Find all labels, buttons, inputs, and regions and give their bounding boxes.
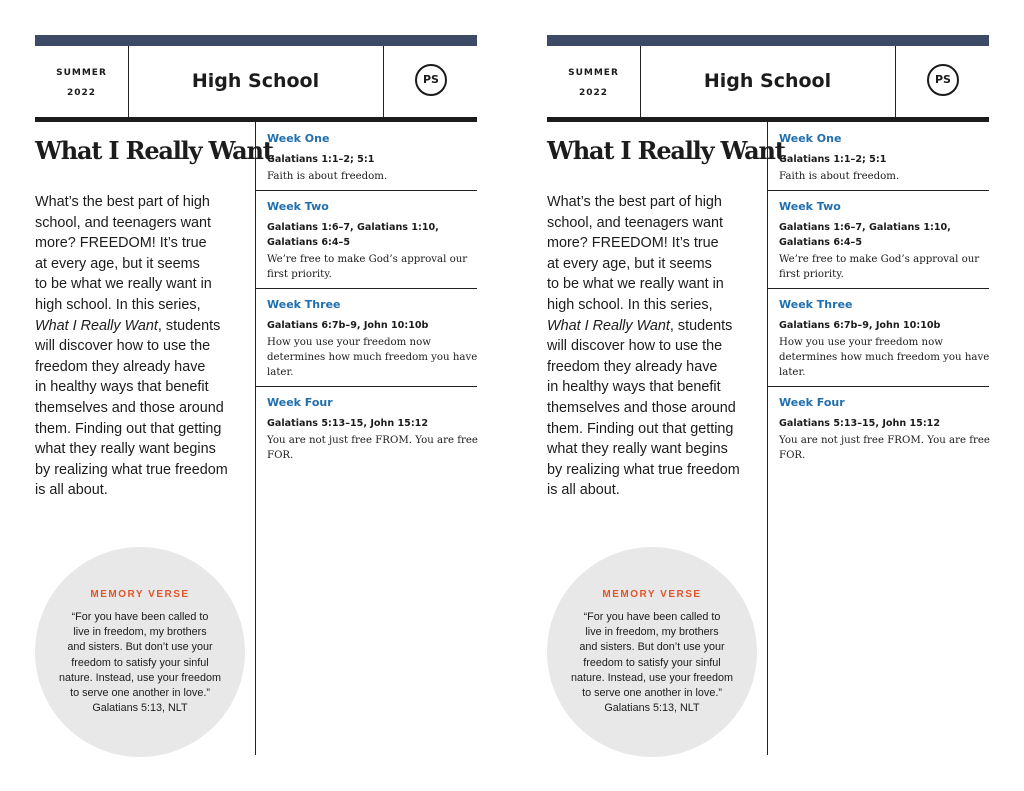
scripture-line: Galatians 1:1–2; 5:1 <box>267 154 375 165</box>
scripture-line: Galatians 5:13–15, John 15:12 <box>267 418 429 429</box>
memory-verse-title: MEMORY VERSE <box>602 589 702 600</box>
series-column <box>547 122 785 755</box>
description-line: determines how much freedom you have <box>267 352 478 363</box>
description-line: How you use your freedom now <box>267 337 431 348</box>
season-cell <box>35 46 129 117</box>
verse-line: freedom to satisfy your sinful <box>583 656 721 669</box>
week-description <box>267 433 478 463</box>
intro-line: high school. In this series, <box>35 296 201 313</box>
intro-line: What’s the best part of high <box>547 194 722 210</box>
series-name-italic: What I Really Want <box>35 317 158 334</box>
week-description <box>267 335 477 380</box>
week-section <box>768 288 989 387</box>
verse-line: freedom to satisfy your sinful <box>71 656 209 669</box>
intro-line: themselves and those around <box>547 399 736 416</box>
week-section <box>256 386 477 466</box>
verse-line: “For you have been called to <box>583 611 721 623</box>
week-section <box>768 386 989 466</box>
header <box>547 46 989 117</box>
scripture-reference <box>267 220 439 250</box>
intro-line: in healthy ways that benefit <box>35 379 209 396</box>
description-line: You are not just free FROM. You are free <box>779 435 990 446</box>
handout-panel-left <box>35 35 477 755</box>
verse-line: live in freedom, my brothers <box>585 626 719 639</box>
series-title: What I Really Want <box>547 136 785 165</box>
week-section <box>256 122 477 191</box>
week-section <box>768 190 989 289</box>
page-title: High School <box>128 46 384 117</box>
scripture-line: Galatians 6:4–5 <box>779 237 862 248</box>
description-line: Faith is about freedom. <box>267 171 388 182</box>
scripture-line: Galatians 6:7b–9, John 10:10b <box>267 320 429 331</box>
series-column <box>35 122 273 755</box>
memory-verse-circle <box>35 547 245 757</box>
intro-line-rest: , students <box>669 317 733 334</box>
intro-line: freedom they already have <box>35 358 206 375</box>
verse-line: and sisters. But don’t use your <box>67 641 213 654</box>
description-line: We’re free to make God’s approval our <box>779 254 980 265</box>
season-label: SUMMER <box>568 68 619 78</box>
description-line: later. <box>267 367 294 378</box>
scripture-reference <box>779 152 886 167</box>
season-year: 2022 <box>66 88 97 98</box>
intro-line: them. Finding out that getting <box>547 420 734 437</box>
scripture-line: Galatians 1:1–2; 5:1 <box>779 154 887 165</box>
intro-line: is all about. <box>35 482 108 499</box>
scripture-reference <box>779 220 951 250</box>
scripture-reference <box>267 318 428 333</box>
description-line: determines how much freedom you have <box>779 352 990 363</box>
verse-line: live in freedom, my brothers <box>73 626 207 639</box>
week-section <box>256 288 477 387</box>
logo-cell <box>384 46 477 117</box>
ps-logo-icon: PS <box>415 64 447 96</box>
intro-line: by realizing what true freedom <box>547 461 740 478</box>
description-line: Faith is about freedom. <box>779 171 900 182</box>
week-heading: Week Two <box>779 200 841 213</box>
verse-line: nature. Instead, use your freedom <box>570 671 734 684</box>
description-line: later. <box>779 367 806 378</box>
week-heading: Week Three <box>267 298 341 311</box>
description-line: We’re free to make God’s approval our <box>267 254 468 265</box>
intro-line: to be what we really want in <box>547 276 724 293</box>
scripture-reference <box>779 318 940 333</box>
verse-line: to serve one another in love.” <box>70 687 210 700</box>
description-line: first priority. <box>267 269 332 280</box>
description-line: first priority. <box>779 269 844 280</box>
scripture-reference <box>779 416 940 431</box>
scripture-line: Galatians 6:7b–9, John 10:10b <box>779 320 941 331</box>
scripture-reference <box>267 152 374 167</box>
week-description <box>267 169 387 184</box>
verse-reference: Galatians 5:13, NLT <box>604 702 700 715</box>
week-heading: Week One <box>779 132 842 145</box>
series-intro <box>35 192 247 501</box>
week-section <box>768 122 989 191</box>
description-line: FOR. <box>779 450 806 461</box>
memory-verse-title: MEMORY VERSE <box>90 589 190 600</box>
intro-line: What’s the best part of high <box>35 194 210 210</box>
intro-line: to be what we really want in <box>35 276 212 293</box>
scripture-line: Galatians 1:6–7, Galatians 1:10, <box>779 222 951 233</box>
scripture-reference <box>267 416 428 431</box>
intro-line: themselves and those around <box>35 399 224 416</box>
intro-line: will discover how to use the <box>35 338 211 355</box>
week-heading: Week One <box>267 132 330 145</box>
intro-line: school, and teenagers want <box>35 214 212 231</box>
memory-verse-circle <box>547 547 757 757</box>
description-line: FOR. <box>267 450 294 461</box>
series-intro <box>547 192 759 501</box>
week-description <box>779 169 899 184</box>
week-heading: Week Four <box>779 396 845 409</box>
top-color-bar <box>547 35 989 46</box>
description-line: How you use your freedom now <box>779 337 943 348</box>
intro-line: in healthy ways that benefit <box>547 379 721 396</box>
intro-line: them. Finding out that getting <box>35 420 222 437</box>
intro-line: at every age, but it seems <box>547 255 712 272</box>
intro-line: what they really want begins <box>547 441 728 458</box>
intro-line: school, and teenagers want <box>547 214 724 231</box>
scripture-line: Galatians 5:13–15, John 15:12 <box>779 418 941 429</box>
week-heading: Week Three <box>779 298 853 311</box>
header <box>35 46 477 117</box>
handout-panel-right <box>547 35 989 755</box>
intro-line: by realizing what true freedom <box>35 461 228 478</box>
scripture-line: Galatians 1:6–7, Galatians 1:10, <box>267 222 439 233</box>
week-description <box>779 433 990 463</box>
scripture-line: Galatians 6:4–5 <box>267 237 350 248</box>
ps-logo-icon: PS <box>927 64 959 96</box>
intro-line <box>547 316 759 337</box>
series-name-italic: What I Really Want <box>547 317 670 334</box>
week-description <box>779 335 989 380</box>
intro-line-rest: , students <box>157 317 221 334</box>
memory-verse-text <box>547 610 757 716</box>
intro-line: at every age, but it seems <box>35 255 200 272</box>
memory-verse-text <box>35 610 245 716</box>
intro-line: is all about. <box>547 482 620 499</box>
intro-line: high school. In this series, <box>547 296 713 313</box>
logo-cell <box>896 46 989 117</box>
week-heading: Week Two <box>267 200 329 213</box>
intro-line: freedom they already have <box>547 358 718 375</box>
intro-line: more? FREEDOM! It’s true <box>35 235 207 252</box>
verse-line: and sisters. But don’t use your <box>579 641 725 654</box>
intro-line: will discover how to use the <box>547 338 723 355</box>
intro-line: more? FREEDOM! It’s true <box>547 235 719 252</box>
week-description <box>267 252 467 282</box>
season-label: SUMMER <box>56 68 107 78</box>
intro-line <box>35 316 247 337</box>
week-heading: Week Four <box>267 396 333 409</box>
season-cell <box>547 46 641 117</box>
page-title: High School <box>640 46 896 117</box>
top-color-bar <box>35 35 477 46</box>
verse-line: “For you have been called to <box>71 611 209 623</box>
week-section <box>256 190 477 289</box>
verse-line: nature. Instead, use your freedom <box>58 671 222 684</box>
season-year: 2022 <box>578 88 609 98</box>
verse-reference: Galatians 5:13, NLT <box>92 702 188 715</box>
series-title: What I Really Want <box>35 136 273 165</box>
description-line: You are not just free FROM. You are free <box>267 435 478 446</box>
verse-line: to serve one another in love.” <box>582 687 722 700</box>
week-description <box>779 252 979 282</box>
intro-line: what they really want begins <box>35 441 216 458</box>
